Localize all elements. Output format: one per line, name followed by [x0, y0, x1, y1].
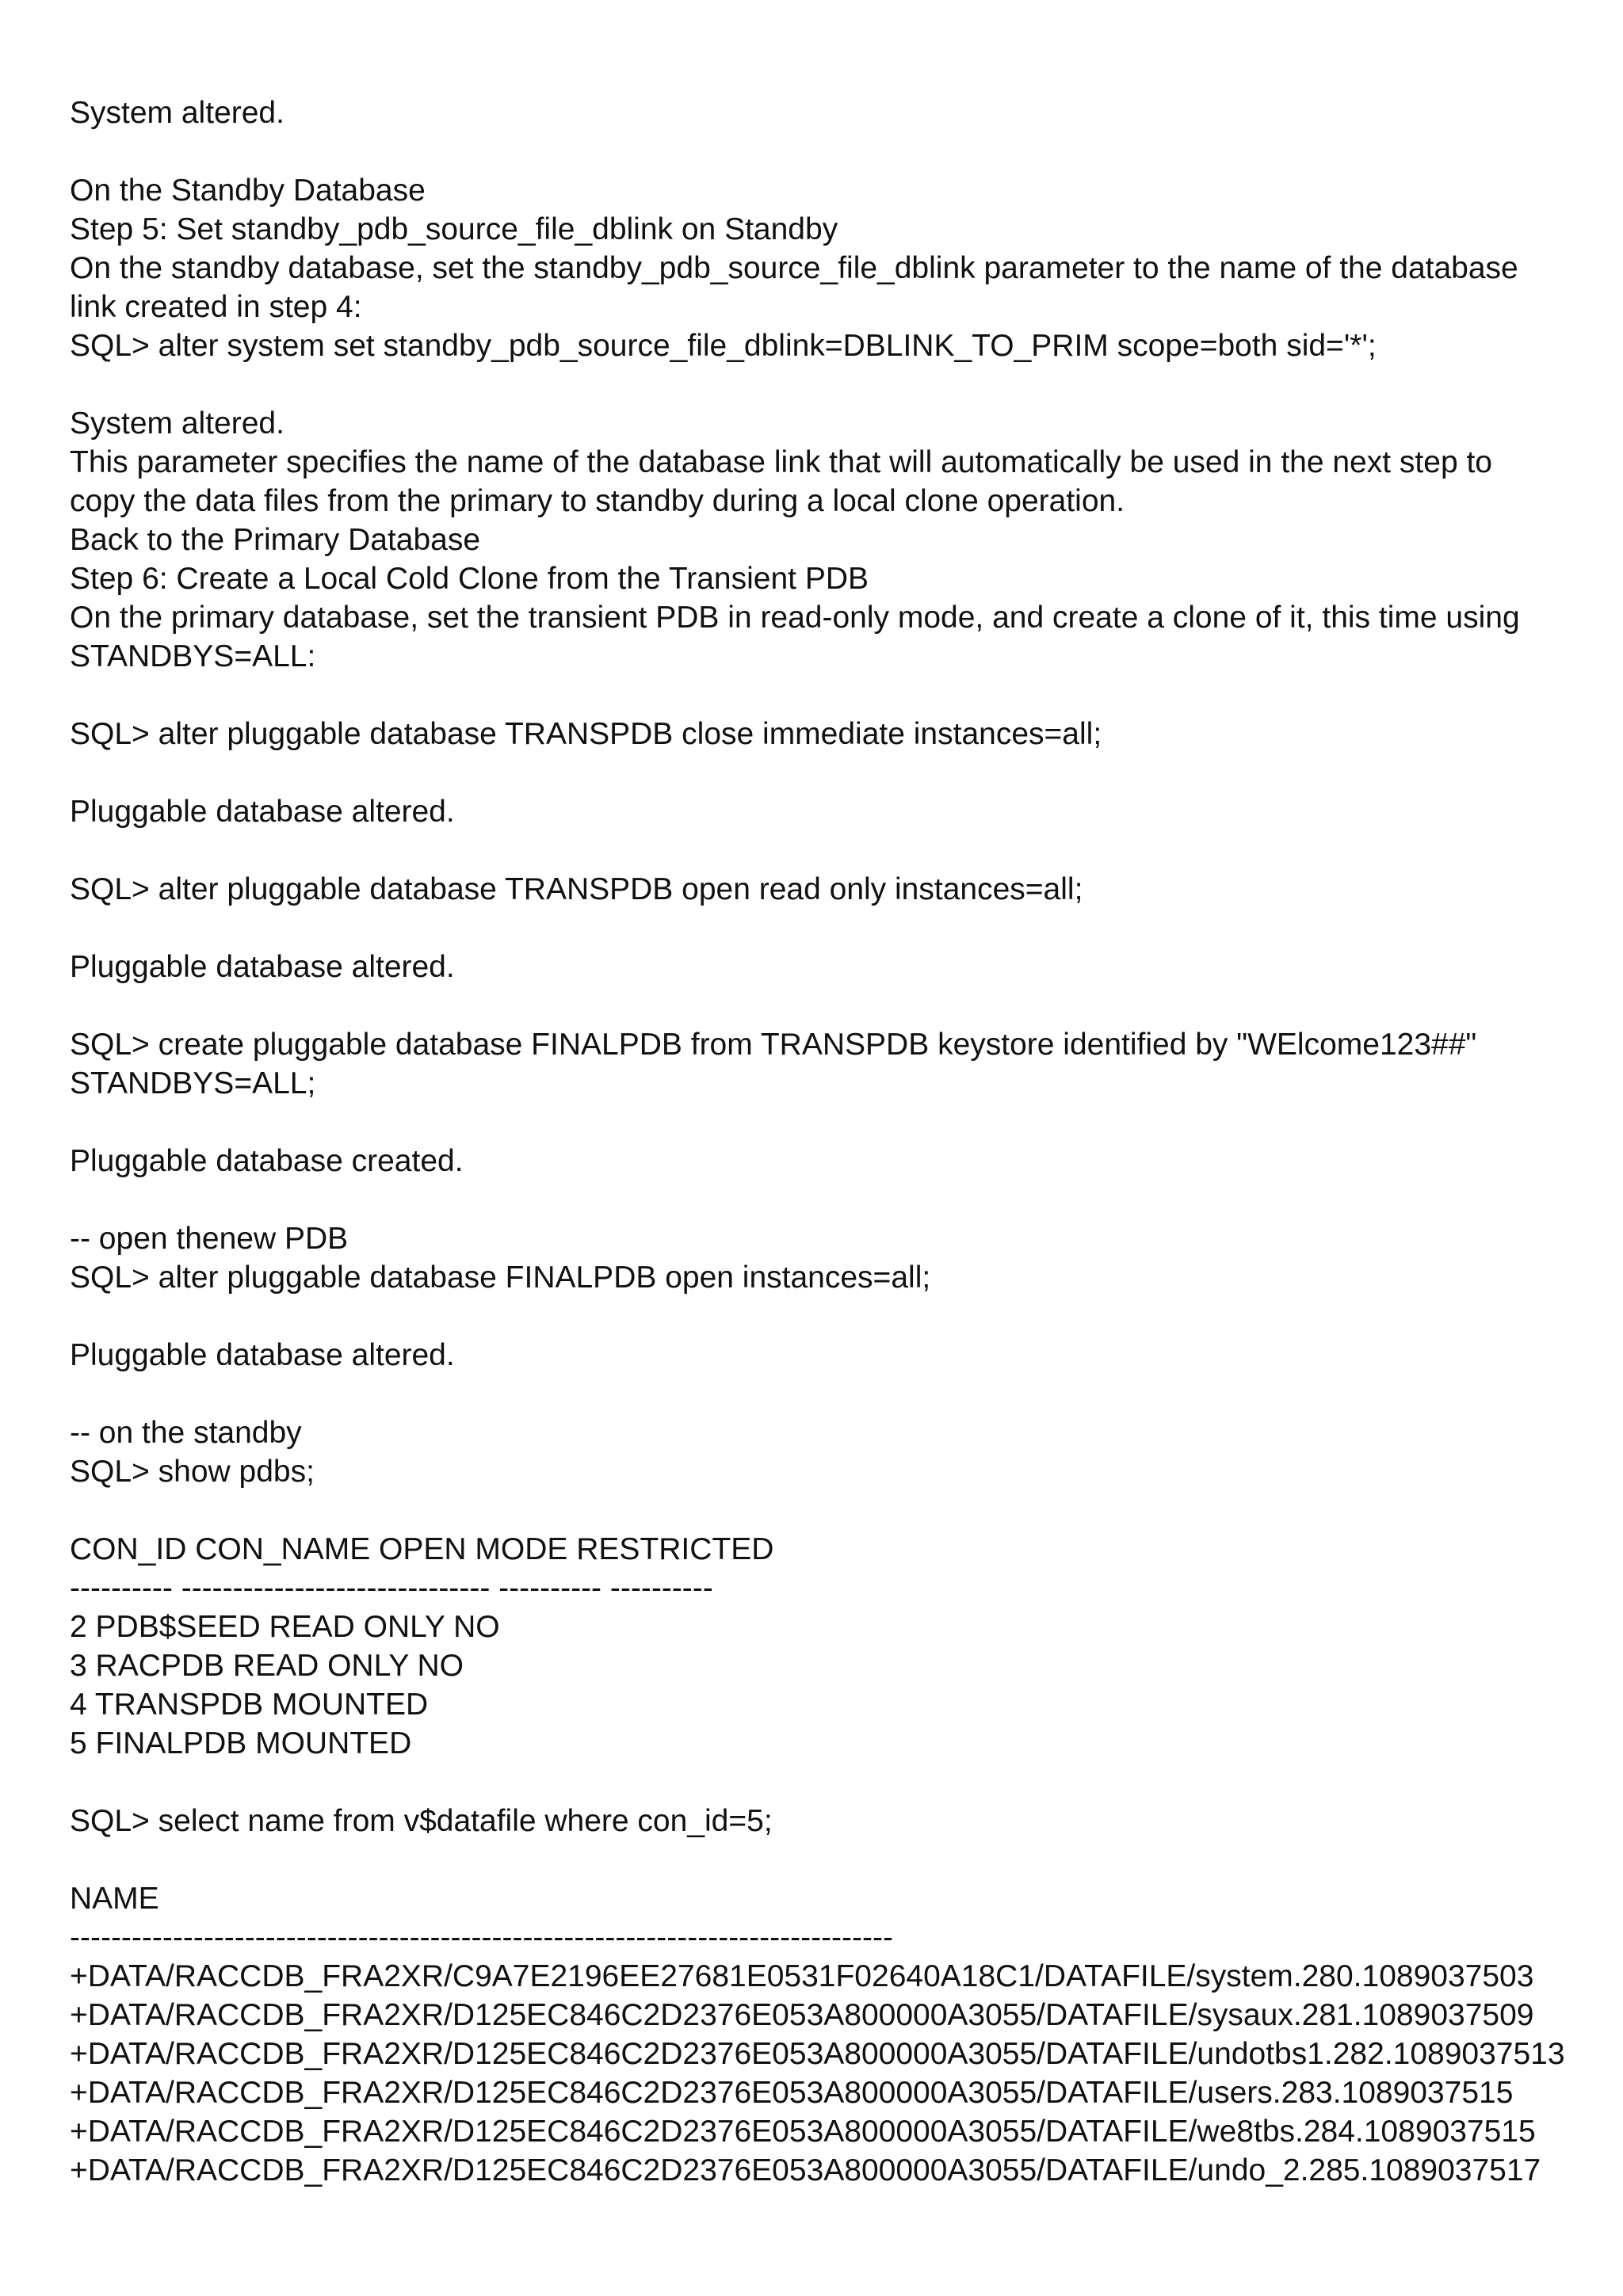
blank-line	[70, 1180, 1591, 1219]
text-line: Pluggable database altered.	[70, 950, 455, 984]
text-line: +DATA/RACCDB_FRA2XR/C9A7E2196EE27681E0531F02640A18C1/DATAFILE/system.280.1089037503	[70, 1959, 1534, 1993]
text-line: System altered.	[70, 406, 285, 441]
text-line: STANDBYS=ALL;	[70, 1066, 316, 1100]
text-line: ---------- ------------------------------ ---------- ----------	[70, 1571, 713, 1605]
text-line: +DATA/RACCDB_FRA2XR/D125EC846C2D2376E053A800000A3055/DATAFILE/undo_2.285.1089037517	[70, 2153, 1541, 2187]
blank-line	[70, 753, 1591, 792]
text-line: SQL> create pluggable database FINALPDB from TRANSPDB keystore identified by "WElcome123##"	[70, 1028, 1477, 1062]
text-line: STANDBYS=ALL:	[70, 639, 316, 673]
text-line: +DATA/RACCDB_FRA2XR/D125EC846C2D2376E053A800000A3055/DATAFILE/users.283.1089037515	[70, 2076, 1514, 2110]
text-line: This parameter specifies the name of the database link that will automatically be used in the next step to	[70, 445, 1492, 479]
blank-line	[70, 1297, 1591, 1336]
text-line: link created in step 4:	[70, 290, 362, 324]
text-line: System altered.	[70, 96, 285, 130]
text-line: Back to the Primary Database	[70, 523, 481, 557]
blank-line	[70, 365, 1591, 404]
text-line: copy the data files from the primary to standby during a local clone operation.	[70, 484, 1125, 518]
text-line: NAME	[70, 1882, 159, 1916]
blank-line	[70, 1103, 1591, 1142]
blank-line	[70, 1763, 1591, 1802]
text-line: SQL> alter system set standby_pdb_source_file_dblink=DBLINK_TO_PRIM scope=both sid='*';	[70, 329, 1377, 363]
blank-line	[70, 909, 1591, 948]
text-line: 3 RACPDB READ ONLY NO	[70, 1649, 464, 1683]
text-line: Step 5: Set standby_pdb_source_file_dblink on Standby	[70, 212, 838, 246]
document-body	[70, 93, 1591, 2190]
blank-line	[70, 132, 1591, 171]
blank-line	[70, 676, 1591, 715]
text-line: Pluggable database created.	[70, 1144, 464, 1178]
text-line: SQL> alter pluggable database TRANSPDB open read only instances=all;	[70, 872, 1083, 906]
blank-line	[70, 1375, 1591, 1413]
text-line: +DATA/RACCDB_FRA2XR/D125EC846C2D2376E053A800000A3055/DATAFILE/we8tbs.284.1089037515	[70, 2115, 1536, 2149]
text-line: CON_ID CON_NAME OPEN MODE RESTRICTED	[70, 1532, 774, 1566]
blank-line	[70, 831, 1591, 870]
text-line: SQL> show pdbs;	[70, 1455, 315, 1489]
text-line: --------------------------------------------------------------------------------	[70, 1920, 893, 1955]
text-line: +DATA/RACCDB_FRA2XR/D125EC846C2D2376E053A800000A3055/DATAFILE/sysaux.281.1089037509	[70, 1998, 1534, 2032]
text-line: +DATA/RACCDB_FRA2XR/D125EC846C2D2376E053A800000A3055/DATAFILE/undotbs1.282.1089037513	[70, 2037, 1565, 2071]
blank-line	[70, 1840, 1591, 1879]
blank-line	[70, 986, 1591, 1025]
text-line: 4 TRANSPDB MOUNTED	[70, 1688, 429, 1722]
text-line: On the primary database, set the transient PDB in read-only mode, and create a clone of it, this time using	[70, 601, 1520, 635]
text-line: On the standby database, set the standby_pdb_source_file_dblink parameter to the name of the database	[70, 251, 1518, 285]
text-line: -- on the standby	[70, 1416, 302, 1450]
text-line: On the Standby Database	[70, 174, 426, 208]
text-line: SQL> select name from v$datafile where con_id=5;	[70, 1804, 773, 1838]
text-line: Step 6: Create a Local Cold Clone from the Transient PDB	[70, 562, 869, 596]
text-line: 2 PDB$SEED READ ONLY NO	[70, 1610, 500, 1644]
blank-line	[70, 1491, 1591, 1530]
text-line: 5 FINALPDB MOUNTED	[70, 1726, 412, 1760]
text-line: Pluggable database altered.	[70, 1338, 455, 1372]
text-line: SQL> alter pluggable database TRANSPDB close immediate instances=all;	[70, 717, 1102, 751]
text-line: -- open thenew PDB	[70, 1222, 349, 1256]
text-line: Pluggable database altered.	[70, 795, 455, 829]
text-line: SQL> alter pluggable database FINALPDB open instances=all;	[70, 1261, 931, 1295]
